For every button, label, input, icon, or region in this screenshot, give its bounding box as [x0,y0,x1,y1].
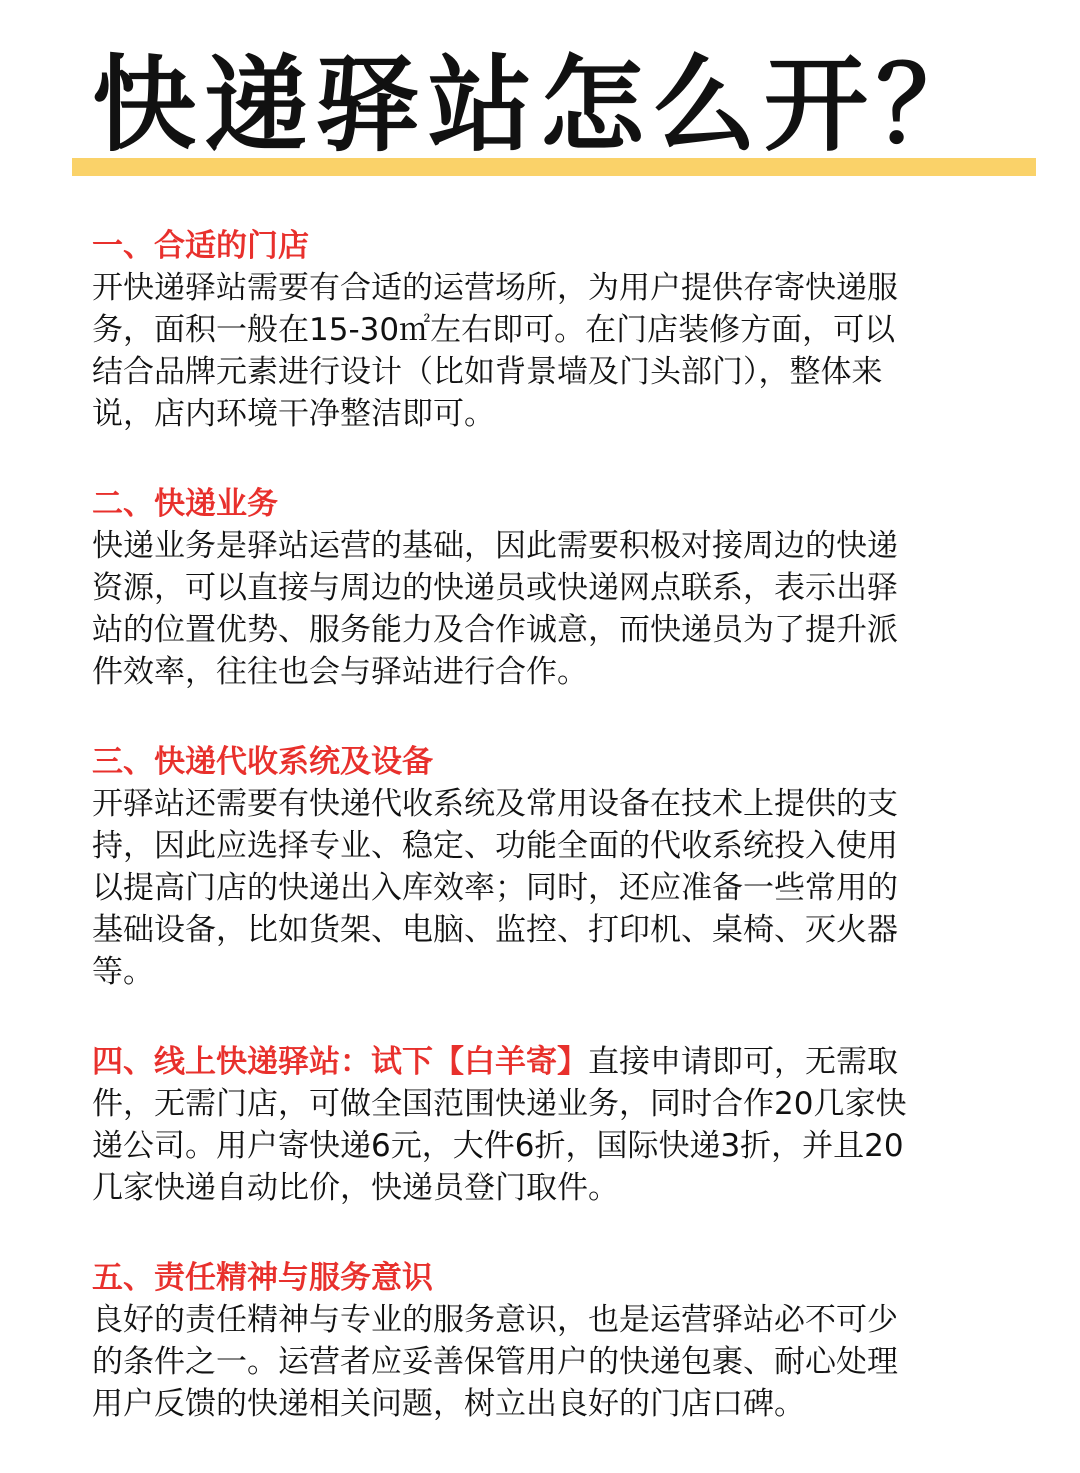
heading-tail-text: 直接申请即可，无需取 [588,1044,898,1080]
paragraph-line: 递公司。用户寄快递6元，大件6折，国际快递3折，并且20 [92,1128,904,1164]
section-paragraph [92,783,992,993]
paragraph-line: 件效率，往往也会与驿站进行合作。 [92,654,588,690]
section-heading: 三、快递代收系统及设备 [92,744,433,780]
section-store [92,225,992,435]
section-paragraph [92,525,992,693]
section-heading: 五、责任精神与服务意识 [92,1260,433,1296]
paragraph-line: 等。 [92,954,154,990]
paragraph-line: 件，无需门店，可做全国范围快递业务，同时合作20几家快 [92,1086,907,1122]
section-paragraph [92,267,992,435]
paragraph-line: 快递业务是驿站运营的基础，因此需要积极对接周边的快递 [92,528,898,564]
page-title: 快递驿站怎么开？ [91,44,988,166]
paragraph-line: 开驿站还需要有快递代收系统及常用设备在技术上提供的支 [92,786,898,822]
paragraph-line: 务，面积一般在15-30㎡左右即可。在门店装修方面，可以 [92,312,896,348]
paragraph-line: 持，因此应选择专业、稳定、功能全面的代收系统投入使用 [92,828,898,864]
section-heading: 二、快递业务 [92,486,278,522]
section-online-station [92,1041,992,1209]
section-business [92,483,992,693]
paragraph-line: 结合品牌元素进行设计（比如背景墙及门头部门），整体来 [92,354,883,390]
paragraph-line: 几家快递自动比价，快递员登门取件。 [92,1170,619,1206]
section-responsibility [92,1257,992,1425]
section-paragraph [92,1041,992,1209]
section-paragraph [92,1299,992,1425]
paragraph-line: 说，店内环境干净整洁即可。 [92,396,495,432]
paragraph-line: 基础设备，比如货架、电脑、监控、打印机、桌椅、灭火器 [92,912,898,948]
paragraph-line: 资源，可以直接与周边的快递员或快递网点联系，表示出驿 [92,570,898,606]
paragraph-line: 用户反馈的快递相关问题，树立出良好的门店口碑。 [92,1386,805,1422]
paragraph-line: 开快递驿站需要有合适的运营场所，为用户提供存寄快递服 [92,270,898,306]
paragraph-line-with-heading [92,1041,992,1083]
paragraph-line: 站的位置优势、服务能力及合作诚意，而快递员为了提升派 [92,612,898,648]
paragraph-line: 的条件之一。运营者应妥善保管用户的快递包裹、耐心处理 [92,1344,898,1380]
section-system-equipment [92,741,992,993]
paragraph-line: 良好的责任精神与专业的服务意识，也是运营驿站必不可少 [92,1302,898,1338]
article-content [92,225,992,1473]
paragraph-line: 以提高门店的快递出入库效率；同时，还应准备一些常用的 [92,870,898,906]
section-heading: 一、合适的门店 [92,228,309,264]
section-heading: 四、线上快递驿站：试下【白羊寄】 [92,1044,588,1080]
title-area [0,40,1080,190]
